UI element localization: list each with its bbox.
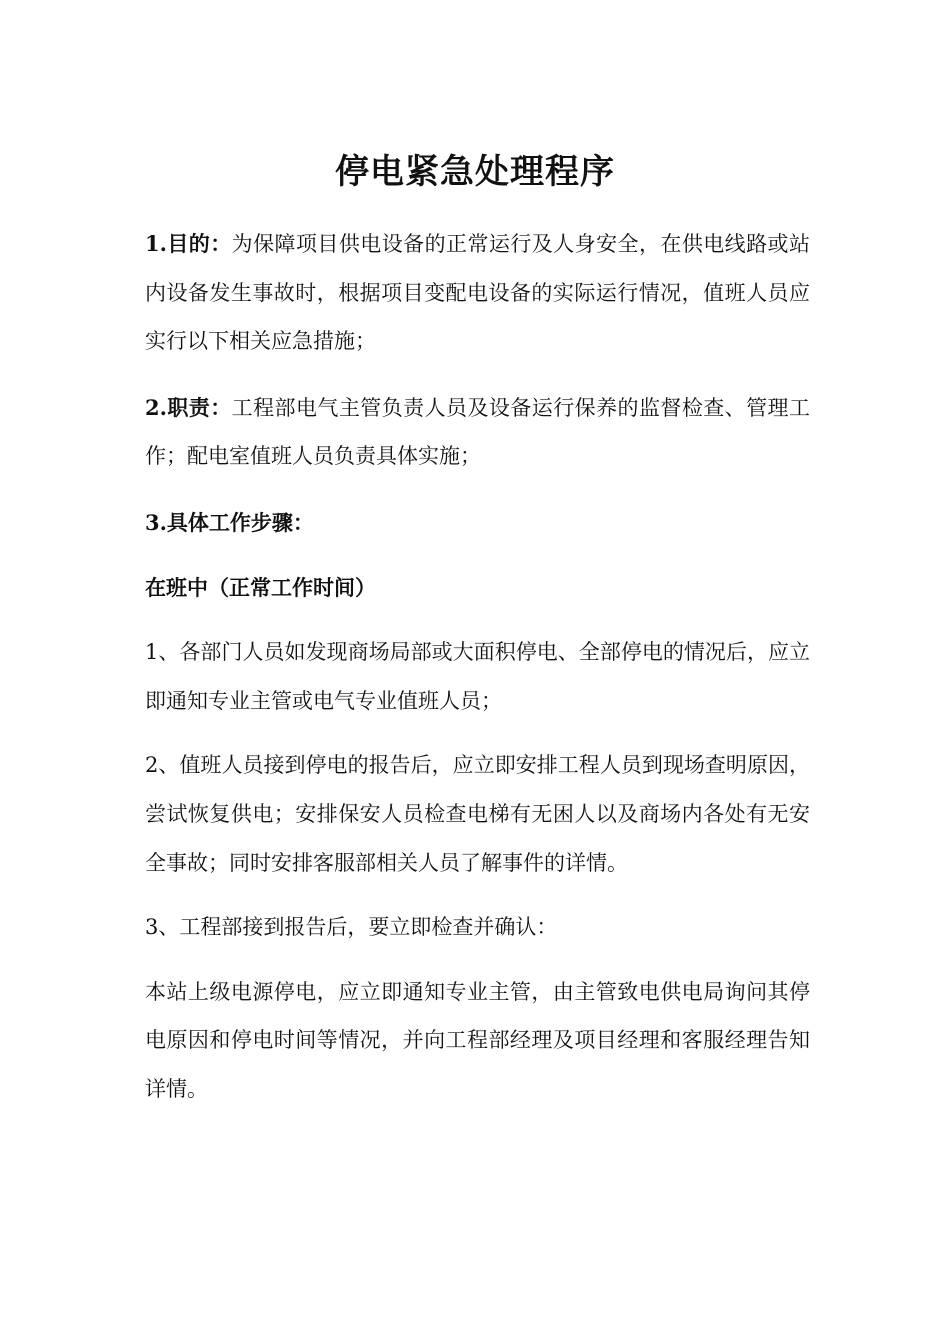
step-3-detail-paragraph: 本站上级电源停电，应立即通知专业主管，由主管致电供电局询问其停电原因和停电时间等情况，并向工程部经理及项目经理和客服经理告知详情。 <box>145 979 810 1101</box>
step-2-paragraph: 2、值班人员接到停电的报告后，应立即安排工程人员到现场查明原因，尝试恢复供电；安排保安人员检查电梯有无困人以及商场内各处有无安全事故；同时安排客服部相关人员了解事件的详情。 <box>145 753 810 875</box>
document-body <box>145 220 810 1114</box>
document-title: 停电紧急处理程序 <box>335 152 615 192</box>
steps-heading: 3.具体工作步骤： <box>145 509 314 535</box>
duty-text: 工程部电气主管负责人员及设备运行保养的监督检查、管理工作；配电室值班人员负责具体实施； <box>145 395 810 469</box>
purpose-paragraph <box>145 220 810 366</box>
duty-paragraph <box>145 384 810 481</box>
step-3-paragraph: 3、工程部接到报告后，要立即检查并确认： <box>145 915 558 940</box>
step-1-paragraph: 1、各部门人员如发现商场局部或大面积停电、全部停电的情况后，应立即通知专业主管或电气专业值班人员； <box>145 640 810 713</box>
purpose-text: 为保障项目供电设备的正常运行及人身安全，在供电线路或站内设备发生事故时，根据项目变配电设备的实际运行情况，值班人员应实行以下相关应急措施； <box>145 232 810 354</box>
on-duty-heading: 在班中（正常工作时间） <box>145 574 376 600</box>
purpose-label: 1.目的： <box>145 231 232 256</box>
duty-label: 2.职责： <box>145 394 232 420</box>
